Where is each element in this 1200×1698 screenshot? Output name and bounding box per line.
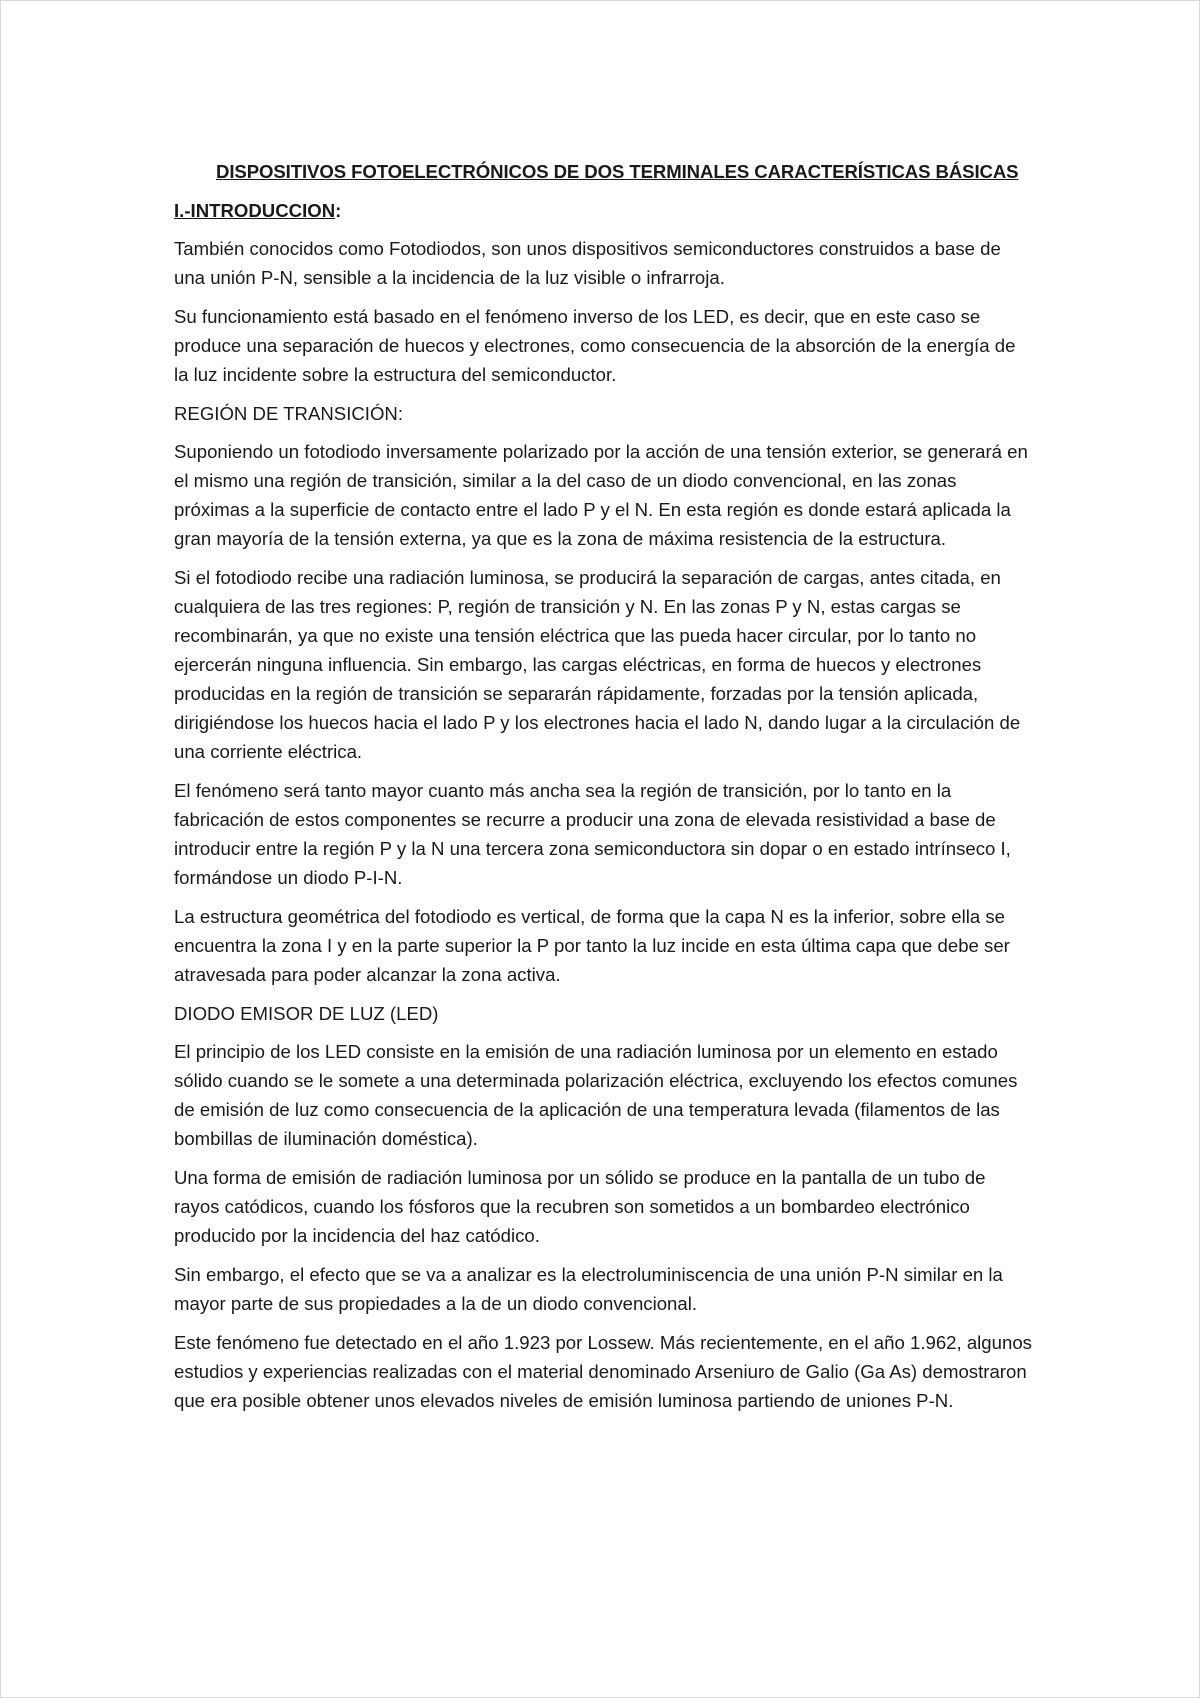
paragraph-transition-1: Suponiendo un fotodiodo inversamente polarizado por la acción de una tensión exterior, se generará en el mismo una región de transición, similar a la del caso de un diodo convencional, en las zonas próximas a la superficie de contacto entre el lado P y el N. En esta región es donde estará aplicada la gran mayoría de la tensión externa, ya que es la zona de máxima resistencia de la estructura.: [174, 441, 1028, 549]
paragraph-transition-4: La estructura geométrica del fotodiodo es vertical, de forma que la capa N es la inferior, sobre ella se encuentra la zona I y en la parte superior la P por tanto la luz incide en esta última capa que debe ser atravesada para poder alcanzar la zona activa.: [174, 906, 1010, 985]
document-body: [174, 151, 1034, 1415]
section-heading-introduccion: [174, 196, 1034, 225]
section-heading-label: I.-INTRODUCCION: [174, 200, 336, 221]
paragraph-led-3: Sin embargo, el efecto que se va a analizar es la electroluminiscencia de una unión P-N similar en la mayor parte de sus propiedades a la de un diodo convencional.: [174, 1264, 1003, 1314]
paragraph-transition-2: Si el fotodiodo recibe una radiación luminosa, se producirá la separación de cargas, antes citada, en cualquiera de las tres regiones: P, región de transición y N. En las zonas P y N, estas cargas se recombinarán, ya que no existe una tensión eléctrica que las pueda hacer circular, por lo tanto no ejercerán ninguna influencia. Sin embargo, las cargas eléctricas, en forma de huecos y electrones producidas en la región de transición se separarán rápidamente, forzadas por la tensión aplicada, dirigiéndose los huecos hacia el lado P y los electrones hacia el lado N, dando lugar a la circulación de una corriente eléctrica.: [174, 567, 1021, 762]
paragraph-led-4: Este fenómeno fue detectado en el año 1.923 por Lossew. Más recientemente, en el año 1.962, algunos estudios y experiencias realizadas con el material denominado Arseniuro de Galio (Ga As) demostraron que era posible obtener unos elevados niveles de emisión luminosa partiendo de uniones P-N.: [174, 1332, 1032, 1411]
paragraph-intro-1: También conocidos como Fotodiodos, son unos dispositivos semiconductores construidos a base de una unión P-N, sensible a la incidencia de la luz visible o infrarroja.: [174, 238, 1001, 288]
subheading-region-transicion: REGIÓN DE TRANSICIÓN:: [174, 403, 404, 424]
document-title: DISPOSITIVOS FOTOELECTRÓNICOS DE DOS TERMINALES CARACTERÍSTICAS BÁSICAS: [216, 161, 1019, 182]
paragraph-led-2: Una forma de emisión de radiación luminosa por un sólido se produce en la pantalla de un tubo de rayos catódicos, cuando los fósforos que la recubren son sometidos a un bombardeo electrónico producido por la incidencia del haz catódico.: [174, 1167, 986, 1246]
subheading-diodo-emisor-luz: DIODO EMISOR DE LUZ (LED): [174, 1003, 439, 1024]
paragraph-intro-2: Su funcionamiento está basado en el fenómeno inverso de los LED, es decir, que en este caso se produce una separación de huecos y electrones, como consecuencia de la absorción de la energía de la luz incidente sobre la estructura del semiconductor.: [174, 306, 1016, 385]
paragraph-led-1: El principio de los LED consiste en la emisión de una radiación luminosa por un elemento en estado sólido cuando se le somete a una determinada polarización eléctrica, excluyendo los efectos comunes de emisión de luz como consecuencia de la aplicación de una temperatura levada (filamentos de las bombillas de iluminación doméstica).: [174, 1041, 1018, 1149]
section-heading-colon: :: [335, 200, 342, 221]
paragraph-transition-3: El fenómeno será tanto mayor cuanto más ancha sea la región de transición, por lo tanto en la fabricación de estos componentes se recurre a producir una zona de elevada resistividad a base de introducir entre la región P y la N una tercera zona semiconductora sin dopar o en estado intrínseco I, formándose un diodo P-I-N.: [174, 780, 1011, 888]
